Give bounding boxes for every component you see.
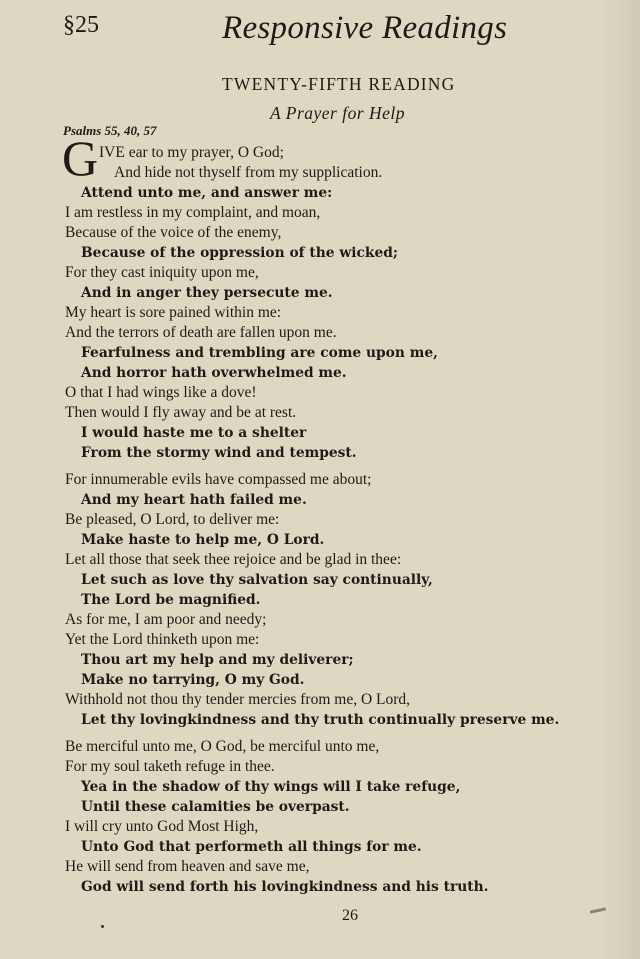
reading-line: As for me, I am poor and needy; xyxy=(65,611,267,628)
reading-line: I am restless in my complaint, and moan, xyxy=(65,204,321,221)
reading-line: Let all those that seek thee rejoice and be glad in thee: xyxy=(65,551,402,568)
reading-line: Let such as love thy salvation say continually, xyxy=(81,572,433,588)
reading-line: The Lord be magnified. xyxy=(81,592,261,608)
reading-line: God will send forth his lovingkindness and his truth. xyxy=(81,879,489,895)
drop-cap: G xyxy=(62,130,99,186)
reading-line: And horror hath overwhelmed me. xyxy=(81,365,347,381)
reading-line: Thou art my help and my deliverer; xyxy=(81,652,354,668)
reading-line: Attend unto me, and answer me: xyxy=(81,185,333,201)
reading-line: Be merciful unto me, O God, be merciful unto me, xyxy=(65,738,380,755)
scripture-citation: Psalms 55, 40, 57 xyxy=(63,123,157,138)
reading-line: And in anger they persecute me. xyxy=(81,285,333,301)
reading-subtitle: A Prayer for Help xyxy=(270,103,406,123)
reading-line: From the stormy wind and tempest. xyxy=(81,445,357,461)
reading-line: Then would I fly away and be at rest. xyxy=(65,404,297,421)
reading-line: And my heart hath failed me. xyxy=(81,492,307,508)
reading-line: Make no tarrying, O my God. xyxy=(81,672,305,688)
reading-line: Because of the voice of the enemy, xyxy=(65,224,282,241)
reading-line: Withhold not thou thy tender mercies from me, O Lord, xyxy=(65,691,411,708)
reading-line: Until these calamities be overpast. xyxy=(81,799,350,815)
reading-line: For innumerable evils have compassed me about; xyxy=(65,471,372,488)
reading-line: He will send from heaven and save me, xyxy=(65,858,310,875)
page-edge-shadow xyxy=(600,0,640,959)
reading-line: And hide not thyself from my supplication. xyxy=(114,164,383,181)
reading-line: Be pleased, O Lord, to deliver me: xyxy=(65,511,280,528)
reading-line: For they cast iniquity upon me, xyxy=(65,264,259,281)
running-header-title: Responsive Readings xyxy=(222,10,508,46)
reading-title: TWENTY-FIFTH READING xyxy=(222,74,456,94)
reading-line: I will cry unto God Most High, xyxy=(65,818,259,835)
reading-line: Let thy lovingkindness and thy truth continually preserve me. xyxy=(81,712,560,728)
section-number: §25 xyxy=(63,12,99,38)
reading-line: I would haste me to a shelter xyxy=(81,425,307,441)
reading-line: IVE ear to my prayer, O God; xyxy=(99,144,284,161)
reading-line: My heart is sore pained within me: xyxy=(65,304,282,321)
page-number: 26 xyxy=(342,907,358,924)
reading-line: And the terrors of death are fallen upon me. xyxy=(65,324,337,341)
reading-line: Make haste to help me, O Lord. xyxy=(81,532,325,548)
reading-line: O that I had wings like a dove! xyxy=(65,384,257,401)
reading-line: Fearfulness and trembling are come upon me, xyxy=(81,345,438,361)
reading-line: For my soul taketh refuge in thee. xyxy=(65,758,275,775)
reading-line: Yet the Lord thinketh upon me: xyxy=(65,631,260,648)
reading-line: Unto God that performeth all things for me. xyxy=(81,839,422,855)
reading-line: Because of the oppression of the wicked; xyxy=(81,245,398,261)
print-speck xyxy=(101,925,104,928)
reading-line: Yea in the shadow of thy wings will I take refuge, xyxy=(81,779,461,795)
